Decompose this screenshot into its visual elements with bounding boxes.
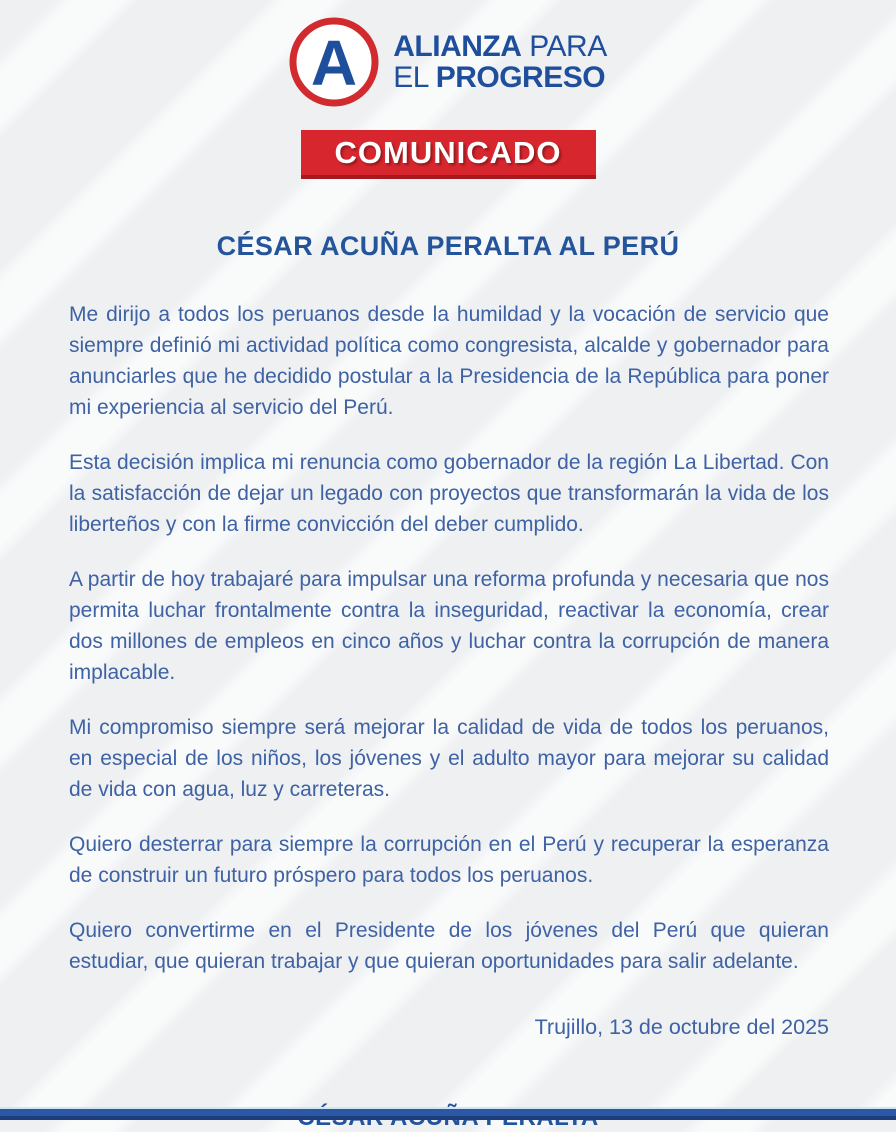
comunicado-banner-label: COMUNICADO bbox=[334, 135, 562, 170]
svg-text:A: A bbox=[311, 27, 358, 99]
paragraph-5: Quiero desterrar para siempre la corrupción en el Perú y recuperar la esperanza de construir un futuro próspero para todos los peruanos. bbox=[69, 833, 829, 887]
paragraph-3: A partir de hoy trabajaré para impulsar una reforma profunda y necesaria que nos permita luchar frontalmente contra la inseguridad, reactivar la economía, crear dos millones de empleos en cinco años y luchar contra la corrupción de manera implacable. bbox=[69, 568, 829, 684]
document-title: CÉSAR ACUÑA PERALTA AL PERÚ bbox=[216, 231, 680, 261]
party-logo bbox=[0, 16, 896, 108]
party-name bbox=[393, 31, 606, 93]
party-name-line1: ALIANZA PARA bbox=[393, 30, 607, 63]
comunicado-banner bbox=[301, 130, 596, 179]
paragraph-6: Quiero convertirme en el Presidente de los jóvenes del Perú que quieran estudiar, que quieran trabajar y que quieran oportunidades para salir adelante. bbox=[69, 919, 829, 973]
banner-container bbox=[0, 130, 896, 179]
paragraph-1: Me dirijo a todos los peruanos desde la humildad y la vocación de servicio que siempre definió mi actividad política como congresista, alcalde y gobernador para anunciarles que he decidido postular a la Presidencia de la República para poner mi experiencia al servicio del Perú. bbox=[69, 303, 829, 419]
document-body bbox=[69, 299, 829, 977]
footer-bar bbox=[0, 1107, 896, 1120]
alianza-a-icon bbox=[289, 17, 379, 107]
paragraph-2: Esta decisión implica mi renuncia como gobernador de la región La Libertad. Con la satisfacción de dejar un legado con proyectos que transformarán la vida de los liberteños y con la firme convicción del deber cumplido. bbox=[69, 451, 829, 536]
paragraph-4: Mi compromiso siempre será mejorar la calidad de vida de todos los peruanos, en especial de los niños, los jóvenes y el adulto mayor para mejorar su calidad de vida con agua, luz y carreteras. bbox=[69, 716, 829, 801]
dateline: Trujillo, 13 de octubre del 2025 bbox=[534, 1015, 829, 1039]
party-name-line2: EL PROGRESO bbox=[393, 61, 606, 94]
